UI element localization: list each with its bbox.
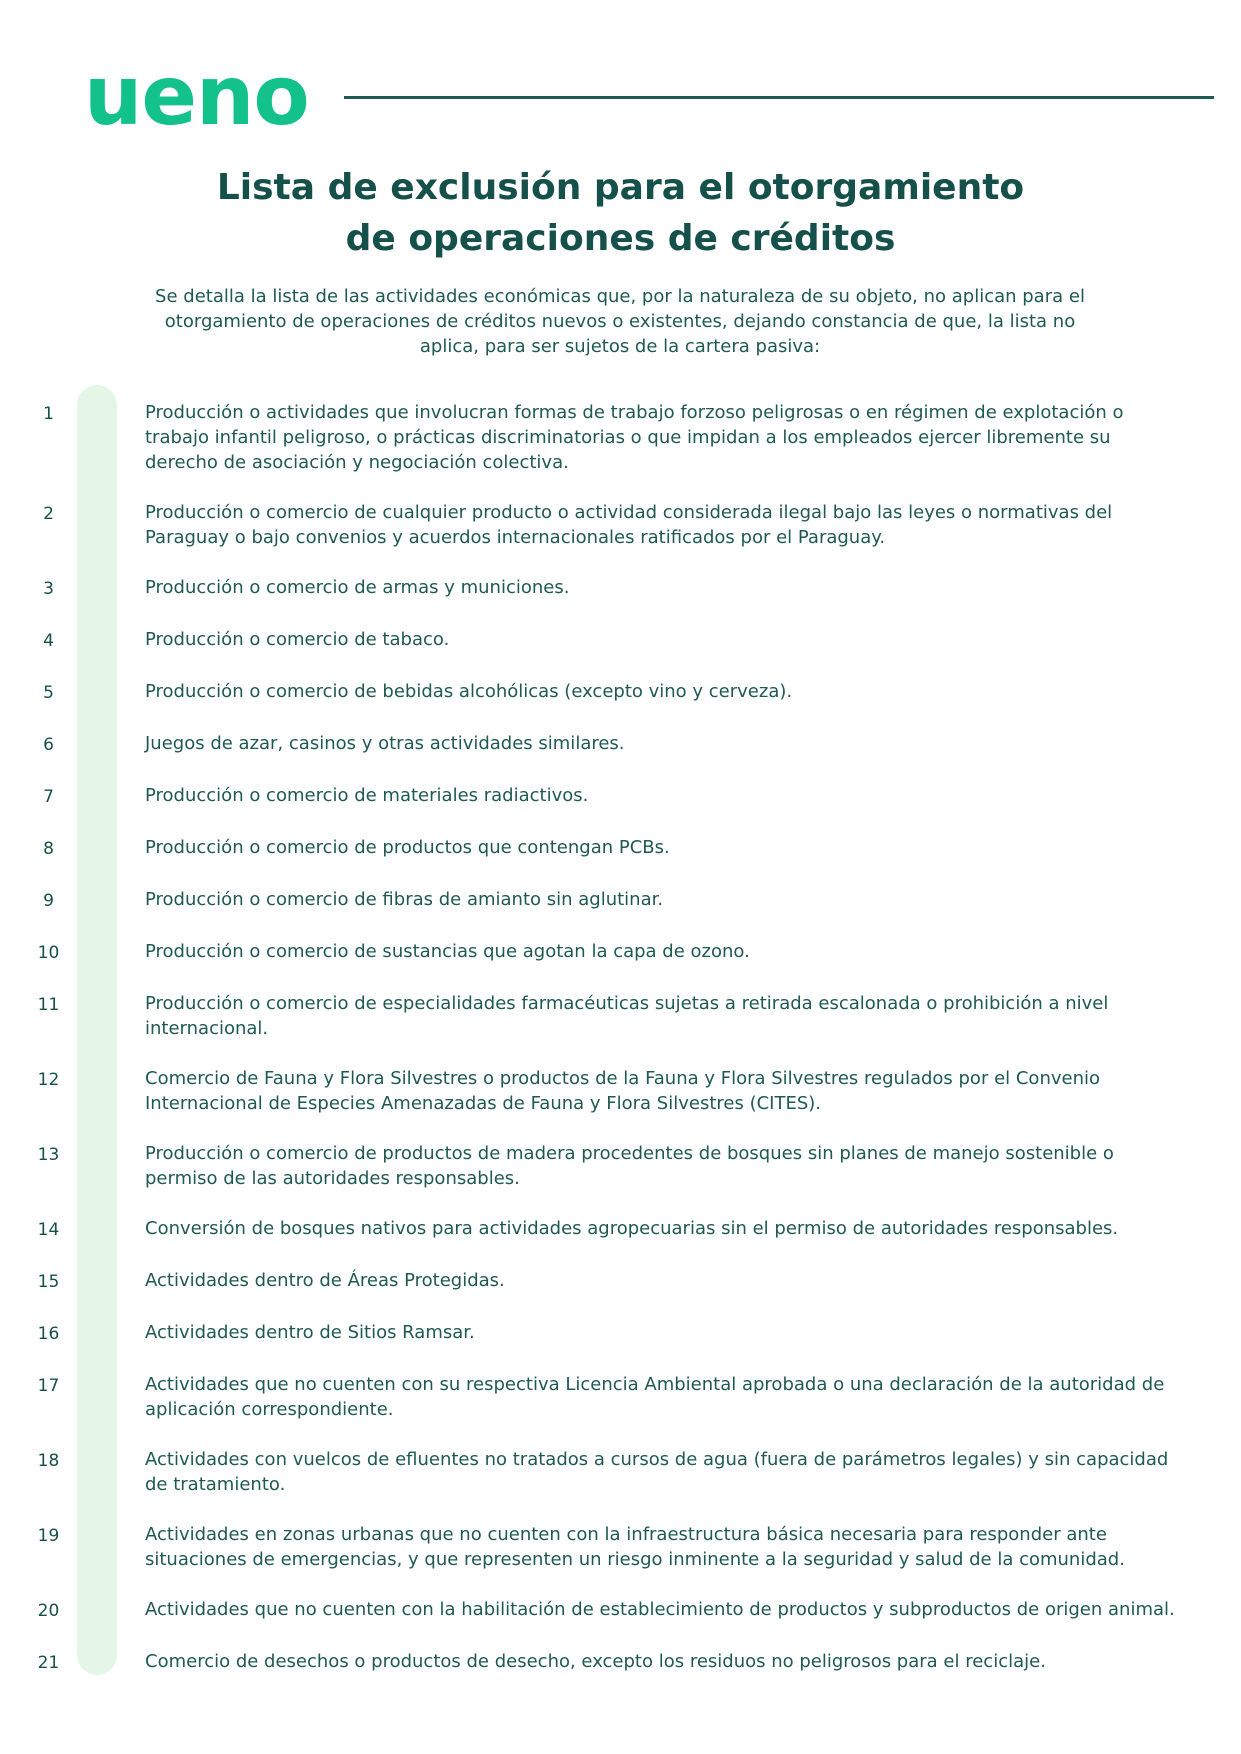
item-text: Producción o comercio de productos que contengan PCBs. xyxy=(145,837,670,858)
list-item xyxy=(0,1649,1241,1676)
item-text: Producción o comercio de armas y municiones. xyxy=(145,577,570,598)
item-text: Actividades dentro de Sitios Ramsar. xyxy=(145,1322,475,1343)
item-text: Conversión de bosques nativos para actividades agropecuarias sin el permiso de autoridades responsables. xyxy=(145,1218,1119,1239)
item-text: Producción o comercio de especialidades farmacéuticas sujetas a retirada escalonada o prohibición a nivel internacional. xyxy=(145,993,1109,1039)
list-item xyxy=(0,1066,1241,1116)
list-item xyxy=(0,939,1241,966)
intro-paragraph: Se detalla la lista de las actividades económicas que, por la naturaleza de su objeto, no aplican para el otorgamiento de operaciones de créditos nuevos o existentes, dejando constancia de que, la lista no aplica, para ser sujetos de la cartera pasiva: xyxy=(155,286,1085,357)
page-title-line-1: Lista de exclusión para el otorgamiento xyxy=(216,167,1025,208)
item-number: 20 xyxy=(37,1601,60,1621)
page-title-line-2: de operaciones de créditos xyxy=(345,218,896,259)
list-item xyxy=(0,1372,1241,1422)
header-divider xyxy=(344,96,1214,99)
item-number: 18 xyxy=(37,1451,60,1471)
item-number: 16 xyxy=(37,1324,60,1344)
item-number: 19 xyxy=(37,1526,60,1546)
list-item xyxy=(0,887,1241,914)
list-item xyxy=(0,627,1241,654)
list-item xyxy=(0,575,1241,602)
item-number: 17 xyxy=(37,1376,60,1396)
list-item xyxy=(0,835,1241,862)
item-text: Actividades dentro de Áreas Protegidas. xyxy=(145,1270,505,1291)
page-title xyxy=(0,162,1241,264)
item-number: 10 xyxy=(37,943,60,963)
list-item xyxy=(0,679,1241,706)
item-text: Producción o comercio de tabaco. xyxy=(145,629,450,650)
list-item xyxy=(0,400,1241,475)
list-item xyxy=(0,991,1241,1041)
item-text: Actividades con vuelcos de efluentes no tratados a cursos de agua (fuera de parámetros legales) y sin capacidad de tratamiento. xyxy=(145,1449,1169,1495)
list-item xyxy=(0,731,1241,758)
item-text: Juegos de azar, casinos y otras actividades similares. xyxy=(145,733,625,754)
list-item xyxy=(0,1522,1241,1572)
list-item xyxy=(0,1447,1241,1497)
item-text: Actividades que no cuenten con la habilitación de establecimiento de productos y subproductos de origen animal. xyxy=(145,1599,1175,1620)
item-text: Actividades en zonas urbanas que no cuenten con la infraestructura básica necesaria para responder ante situaciones de emergencias, y que representen un riesgo inminente a la seguridad y salud de la comunidad. xyxy=(145,1524,1125,1570)
item-number: 2 xyxy=(43,504,54,524)
item-text: Actividades que no cuenten con su respectiva Licencia Ambiental aprobada o una declaración de la autoridad de aplicación correspondiente. xyxy=(145,1374,1165,1420)
list-item xyxy=(0,1320,1241,1347)
page-header xyxy=(0,0,1241,144)
item-number: 3 xyxy=(43,579,54,599)
item-number: 4 xyxy=(43,631,54,651)
ueno-logo: ueno xyxy=(84,49,309,144)
item-text: Producción o actividades que involucran formas de trabajo forzoso peligrosas o en régimen de explotación o trabajo infantil peligroso, o prácticas discriminatorias o que impidan a los empleados ejercer libremente su derecho de asociación y negociación colectiva. xyxy=(145,402,1124,473)
list-item xyxy=(0,1141,1241,1191)
item-number: 12 xyxy=(37,1070,60,1090)
item-number: 8 xyxy=(43,839,54,859)
item-number: 21 xyxy=(37,1653,60,1673)
item-number: 13 xyxy=(37,1145,60,1165)
list-item xyxy=(0,783,1241,810)
item-number: 14 xyxy=(37,1220,60,1240)
item-number: 11 xyxy=(37,995,60,1015)
item-text: Comercio de desechos o productos de desecho, excepto los residuos no peligrosos para el reciclaje. xyxy=(145,1651,1046,1672)
item-number: 15 xyxy=(37,1272,60,1292)
item-number: 5 xyxy=(43,683,54,703)
item-number: 9 xyxy=(43,891,54,911)
list-item xyxy=(0,1597,1241,1624)
item-text: Comercio de Fauna y Flora Silvestres o productos de la Fauna y Flora Silvestres regulados por el Convenio Internacional de Especies Amenazadas de Fauna y Flora Silvestres (CITES). xyxy=(145,1068,1101,1114)
item-text: Producción o comercio de cualquier producto o actividad considerada ilegal bajo las leyes o normativas del Paraguay o bajo convenios y acuerdos internacionales ratificados por el Paraguay. xyxy=(145,502,1113,548)
list-item xyxy=(0,500,1241,550)
list-item xyxy=(0,1216,1241,1243)
item-text: Producción o comercio de bebidas alcohólicas (excepto vino y cerveza). xyxy=(145,681,793,702)
item-number: 6 xyxy=(43,735,54,755)
item-text: Producción o comercio de sustancias que agotan la capa de ozono. xyxy=(145,941,750,962)
item-text: Producción o comercio de fibras de amianto sin aglutinar. xyxy=(145,889,664,910)
item-number: 1 xyxy=(43,404,54,424)
exclusion-list xyxy=(0,400,1241,1701)
item-number: 7 xyxy=(43,787,54,807)
item-text: Producción o comercio de materiales radiactivos. xyxy=(145,785,589,806)
list-item xyxy=(0,1268,1241,1295)
item-text: Producción o comercio de productos de madera procedentes de bosques sin planes de manejo sostenible o permiso de las autoridades responsables. xyxy=(145,1143,1114,1189)
